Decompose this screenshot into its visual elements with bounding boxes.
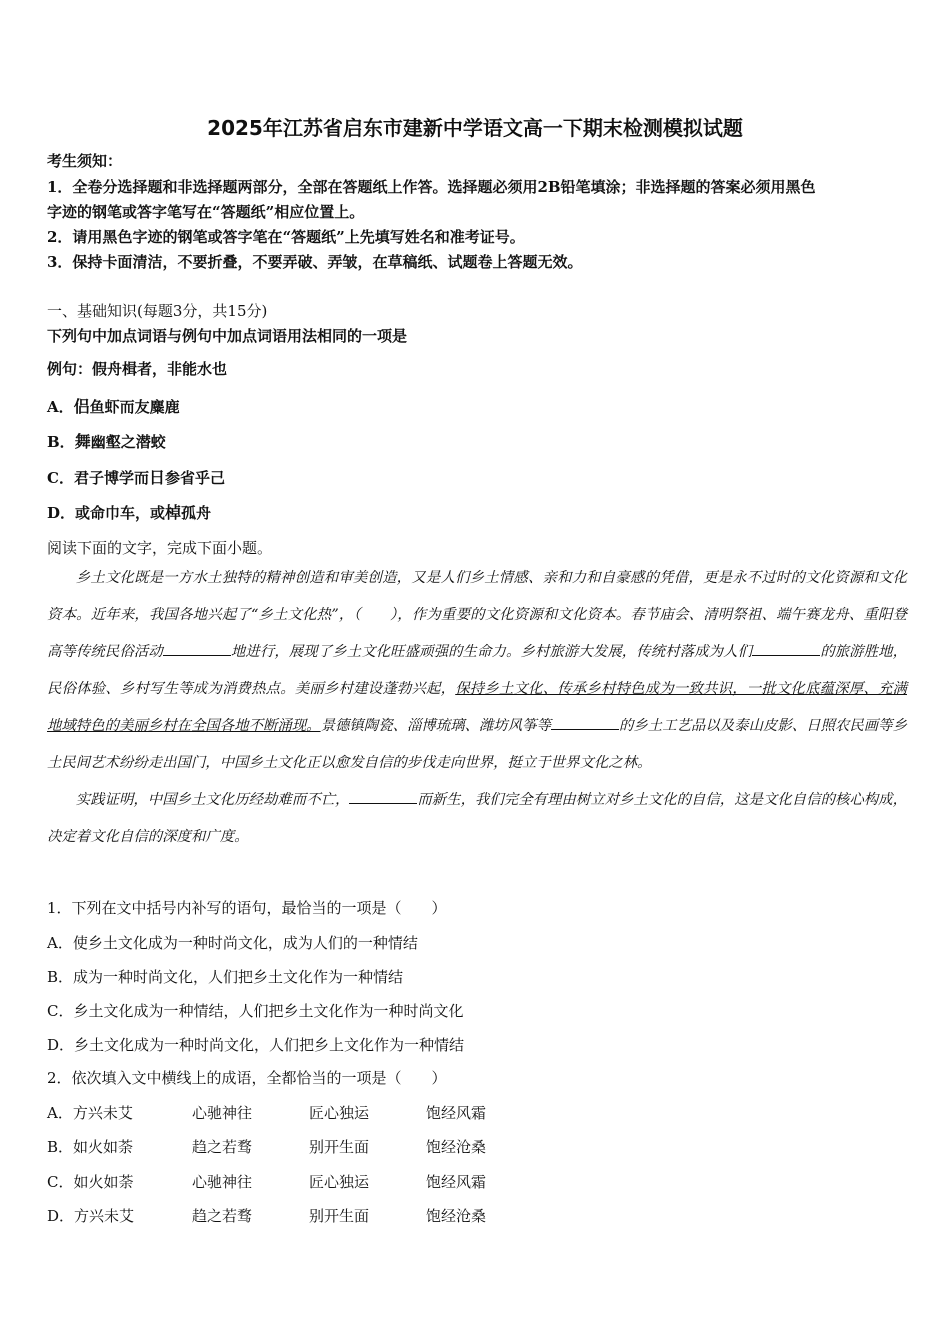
option-a bbox=[47, 394, 180, 417]
idiom: 别开生面 bbox=[309, 1138, 370, 1156]
underlined-sentence: 保持乡土文化、传承乡村特色成为一致共识，一批文化底蕴深厚、充满地域特色的美丽乡村在全国各地不断涌现。 bbox=[47, 681, 907, 734]
reading-passage bbox=[47, 560, 907, 856]
q2-stem: 2．依次填入文中横线上的成语，全都恰当的一项是（ ） bbox=[47, 1069, 447, 1087]
q1-stem: 1．下列在文中括号内补写的语句，最恰当的一项是（ ） bbox=[47, 899, 447, 917]
idiom: 饱经风霜 bbox=[426, 1104, 487, 1122]
passage-text: 实践证明，中国乡土文化历经劫难而不亡， bbox=[75, 792, 350, 808]
passage-text: 的乡土工艺品以及泰山皮影、日照农民画等乡土民间艺术纷纷走出国门，中国乡土文化正以愈发自信的步伐走向世界，挺立于世界文化之林。 bbox=[47, 718, 907, 771]
idiom: 饱经风霜 bbox=[426, 1173, 487, 1191]
dotted-word: 舞 bbox=[74, 432, 91, 451]
question-stem: 下列句中加点词语与例句中加点词语用法相同的一项是 bbox=[47, 327, 408, 345]
q1-option-b: B．成为一种时尚文化，人们把乡土文化作为一种情结 bbox=[47, 968, 404, 986]
idiom: 趋之若骛 bbox=[192, 1207, 253, 1225]
idiom: 饱经沧桑 bbox=[426, 1207, 487, 1225]
q2-option-label: D．方兴未艾 bbox=[47, 1207, 135, 1225]
notice-item: 2．请用黑色字迹的钢笔或答字笔在“答题纸”上先填写姓名和准考证号。 bbox=[47, 228, 525, 246]
passage-text: 的旅游胜地，民俗体验、乡村写生等成为消费热点。美丽乡村建设蓬勃兴起， bbox=[47, 644, 907, 697]
q2-option-label: B．如火如荼 bbox=[47, 1138, 134, 1156]
notice-item: 1．全卷分选择题和非选择题两部分，全部在答题纸上作答。选择题必须用2B铅笔填涂；非选择题的答案必须用黑色 bbox=[47, 178, 816, 196]
passage-paragraph-2 bbox=[47, 782, 907, 856]
idiom: 匠心独运 bbox=[309, 1104, 370, 1122]
q1-option-c: C．乡土文化成为一种情结，人们把乡土文化作为一种时尚文化 bbox=[47, 1002, 464, 1020]
notice-item: 字迹的钢笔或答字笔写在“答题纸”相应位置上。 bbox=[47, 203, 365, 221]
example-sentence: 例句：假舟楫者，非能水也 bbox=[47, 360, 228, 378]
notice-item: 3．保持卡面清洁，不要折叠，不要弄破、弄皱，在草稿纸、试题卷上答题无效。 bbox=[47, 253, 583, 271]
option-label: C． bbox=[47, 469, 74, 487]
option-label: A． bbox=[47, 398, 74, 416]
q1-option-d: D．乡土文化成为一种时尚文化，人们把乡上文化作为一种情结 bbox=[47, 1036, 465, 1054]
reading-intro: 阅读下面的文字，完成下面小题。 bbox=[47, 539, 273, 557]
page-title: 2025年江苏省启东市建新中学语文高一下期末检测模拟试题 bbox=[207, 116, 743, 140]
dotted-word: 侣 bbox=[73, 397, 90, 416]
idiom: 心驰神往 bbox=[192, 1104, 253, 1122]
idiom: 心驰神往 bbox=[192, 1173, 253, 1191]
section-heading: 一、基础知识(每题3分，共15分) bbox=[47, 302, 268, 320]
fill-blank bbox=[349, 789, 417, 804]
notice-heading: 考生须知： bbox=[47, 152, 123, 170]
option-b bbox=[47, 429, 166, 452]
dotted-word: 日 bbox=[148, 468, 165, 487]
idiom: 饱经沧桑 bbox=[426, 1138, 487, 1156]
passage-text: 景德镇陶瓷、淄博琉璃、潍坊风筝等 bbox=[320, 718, 551, 734]
option-text: 君子博学而 bbox=[73, 469, 149, 487]
option-text: 幽壑之潜蛟 bbox=[90, 433, 166, 451]
option-text: 鱼虾而友麋鹿 bbox=[89, 398, 180, 416]
option-d bbox=[47, 500, 211, 523]
fill-blank bbox=[551, 715, 619, 730]
q2-option-label: C．如火如荼 bbox=[47, 1173, 134, 1191]
q2-option-label: A．方兴未艾 bbox=[47, 1104, 133, 1122]
fill-blank bbox=[752, 641, 820, 656]
fill-blank bbox=[163, 641, 231, 656]
idiom: 别开生面 bbox=[309, 1207, 370, 1225]
option-label: D． bbox=[47, 504, 76, 522]
idiom: 趋之若骛 bbox=[192, 1138, 253, 1156]
passage-text: 乡土文化既是一方水土独特的精神创造和审美创造，又是人们乡土情感、亲和力和自豪感的凭借，更是永不过时的文化资源和文化资本。近年来，我国各地兴起了“乡土文化热”，（ ），作为重要的文化资源和文化资本。春节庙会、清明祭祖、端午赛龙舟、重阳登高等传统民俗活动 bbox=[47, 570, 907, 660]
passage-text: 而新生，我们完全有理由树立对乡土文化的自信，这是文化自信的核心构成，决定着文化自信的深度和广度。 bbox=[47, 792, 907, 845]
option-text: 参省乎己 bbox=[164, 469, 225, 487]
dotted-word: 棹 bbox=[165, 503, 182, 522]
option-c bbox=[47, 465, 225, 488]
passage-text: 地进行，展现了乡土文化旺盛顽强的生命力。乡村旅游大发展，传统村落成为人们 bbox=[230, 644, 753, 660]
idiom: 匠心独运 bbox=[309, 1173, 370, 1191]
option-label: B． bbox=[47, 433, 75, 451]
option-text: 孤舟 bbox=[181, 504, 212, 522]
option-text: 或命巾车，或 bbox=[75, 504, 166, 522]
q1-option-a: A．使乡土文化成为一种时尚文化，成为人们的一种情结 bbox=[47, 934, 418, 952]
passage-paragraph-1 bbox=[47, 560, 907, 782]
